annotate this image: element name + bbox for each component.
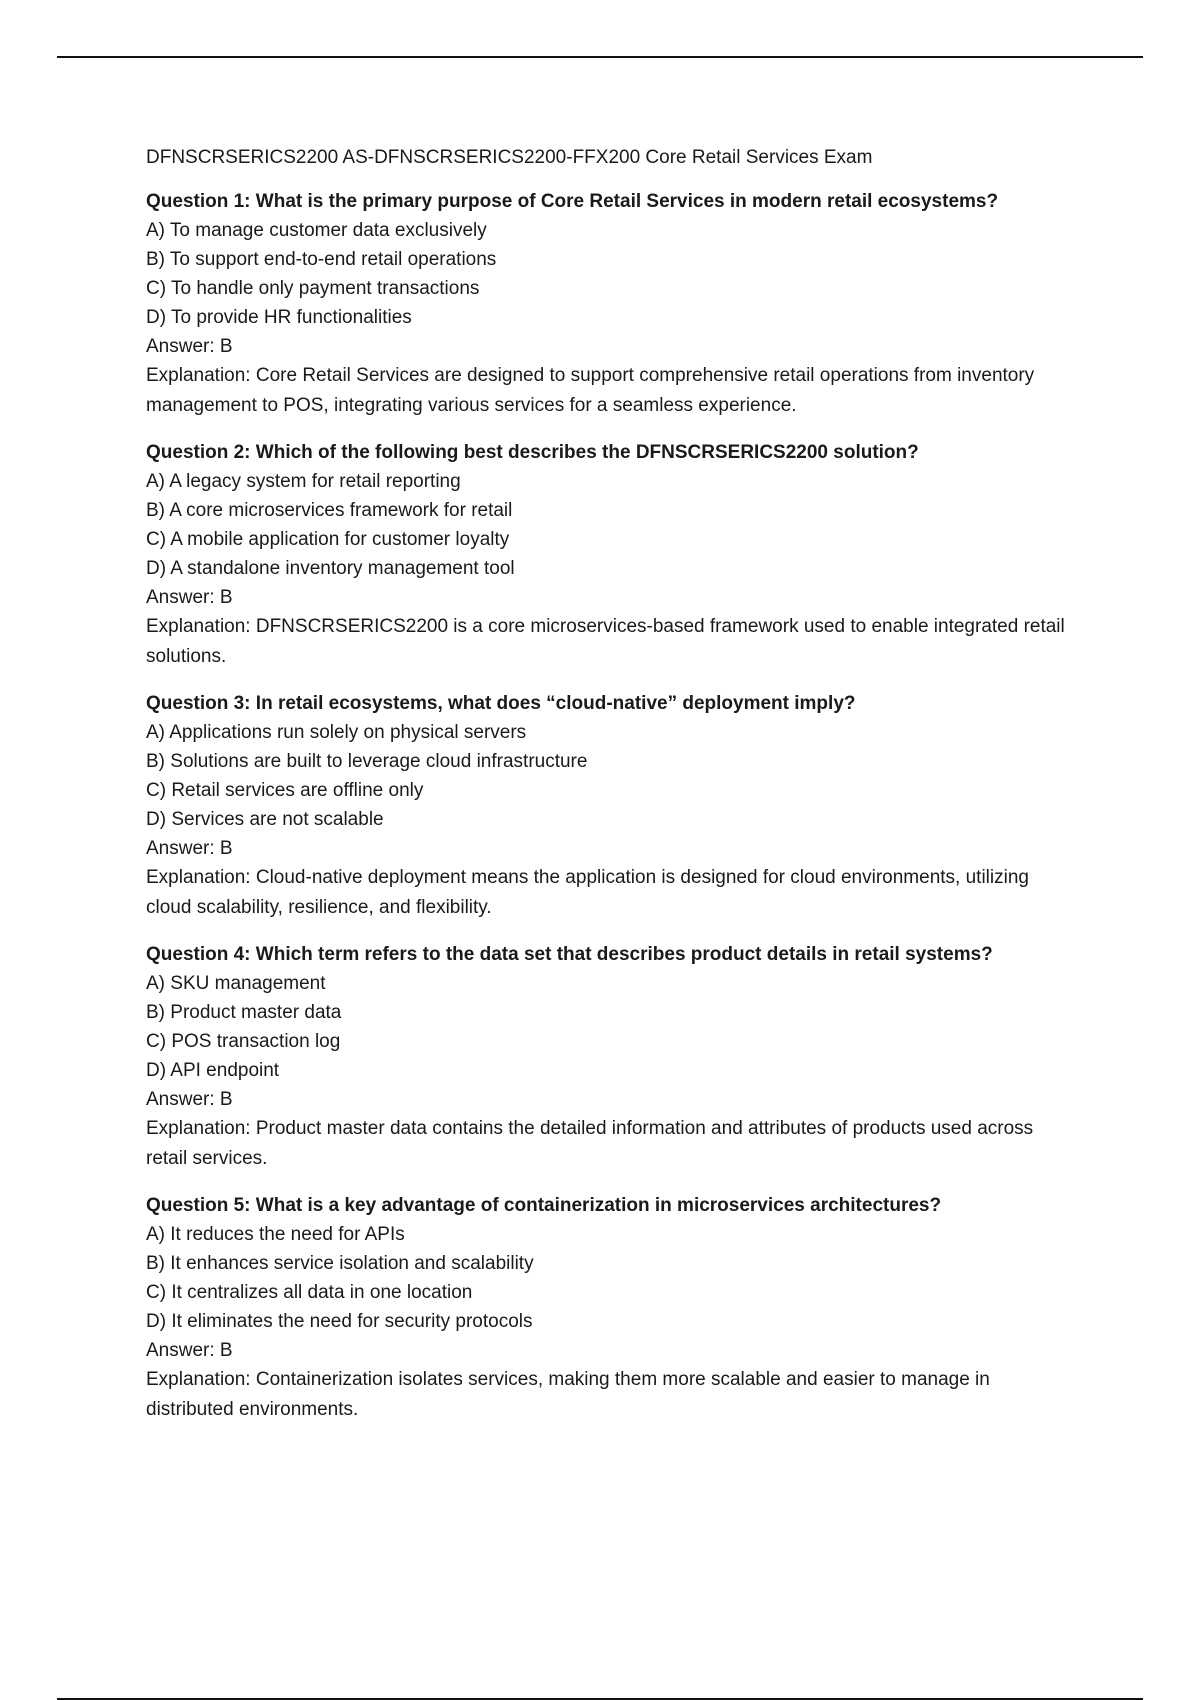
answer-text: Answer: B	[146, 838, 233, 859]
option-c: C) A mobile application for customer loyalty	[146, 529, 510, 550]
option-a: A) To manage customer data exclusively	[146, 220, 487, 241]
explanation-text: Explanation: Cloud-native deployment means the application is designed for cloud environments, utilizing cloud scalability, resilience, and flexibility.	[146, 867, 1029, 918]
option-a: A) A legacy system for retail reporting	[146, 471, 461, 492]
option-c: C) POS transaction log	[146, 1031, 341, 1052]
option-d: D) Services are not scalable	[146, 809, 384, 830]
header-rule	[57, 56, 1143, 58]
question-block	[146, 438, 1066, 672]
question-block	[146, 689, 1066, 923]
question-block	[146, 1191, 1066, 1425]
question-text: Question 5: What is a key advantage of containerization in microservices architectures?	[146, 1195, 942, 1216]
answer-text: Answer: B	[146, 336, 233, 357]
question-text: Question 1: What is the primary purpose of Core Retail Services in modern retail ecosystems?	[146, 191, 999, 212]
explanation-text: Explanation: Core Retail Services are designed to support comprehensive retail operations from inventory management to POS, integrating various services for a seamless experience.	[146, 365, 1035, 416]
explanation-text: Explanation: Containerization isolates services, making them more scalable and easier to manage in distributed environments.	[146, 1369, 990, 1420]
option-a: A) It reduces the need for APIs	[146, 1224, 405, 1245]
option-b: B) A core microservices framework for retail	[146, 500, 513, 521]
explanation-text: Explanation: DFNSCRSERICS2200 is a core microservices-based framework used to enable integrated retail solutions.	[146, 616, 1065, 667]
option-d: D) A standalone inventory management tool	[146, 558, 515, 579]
document-title: DFNSCRSERICS2200 AS-DFNSCRSERICS2200-FFX200 Core Retail Services Exam	[146, 147, 873, 168]
answer-text: Answer: B	[146, 1340, 233, 1361]
option-b: B) To support end-to-end retail operations	[146, 249, 497, 270]
option-c: C) It centralizes all data in one location	[146, 1282, 473, 1303]
option-b: B) Product master data	[146, 1002, 342, 1023]
option-c: C) To handle only payment transactions	[146, 278, 480, 299]
question-text: Question 3: In retail ecosystems, what does “cloud-native” deployment imply?	[146, 693, 856, 714]
question-block	[146, 187, 1066, 421]
question-block	[146, 940, 1066, 1174]
option-a: A) SKU management	[146, 973, 326, 994]
option-d: D) It eliminates the need for security protocols	[146, 1311, 533, 1332]
option-d: D) To provide HR functionalities	[146, 307, 412, 328]
option-b: B) It enhances service isolation and scalability	[146, 1253, 534, 1274]
question-text: Question 4: Which term refers to the data set that describes product details in retail systems?	[146, 944, 993, 965]
option-d: D) API endpoint	[146, 1060, 280, 1081]
option-b: B) Solutions are built to leverage cloud infrastructure	[146, 751, 588, 772]
answer-text: Answer: B	[146, 1089, 233, 1110]
answer-text: Answer: B	[146, 587, 233, 608]
option-a: A) Applications run solely on physical servers	[146, 722, 527, 743]
question-text: Question 2: Which of the following best describes the DFNSCRSERICS2200 solution?	[146, 442, 919, 463]
document-body	[146, 146, 1066, 1442]
explanation-text: Explanation: Product master data contains the detailed information and attributes of products used across retail services.	[146, 1118, 1034, 1169]
option-c: C) Retail services are offline only	[146, 780, 424, 801]
